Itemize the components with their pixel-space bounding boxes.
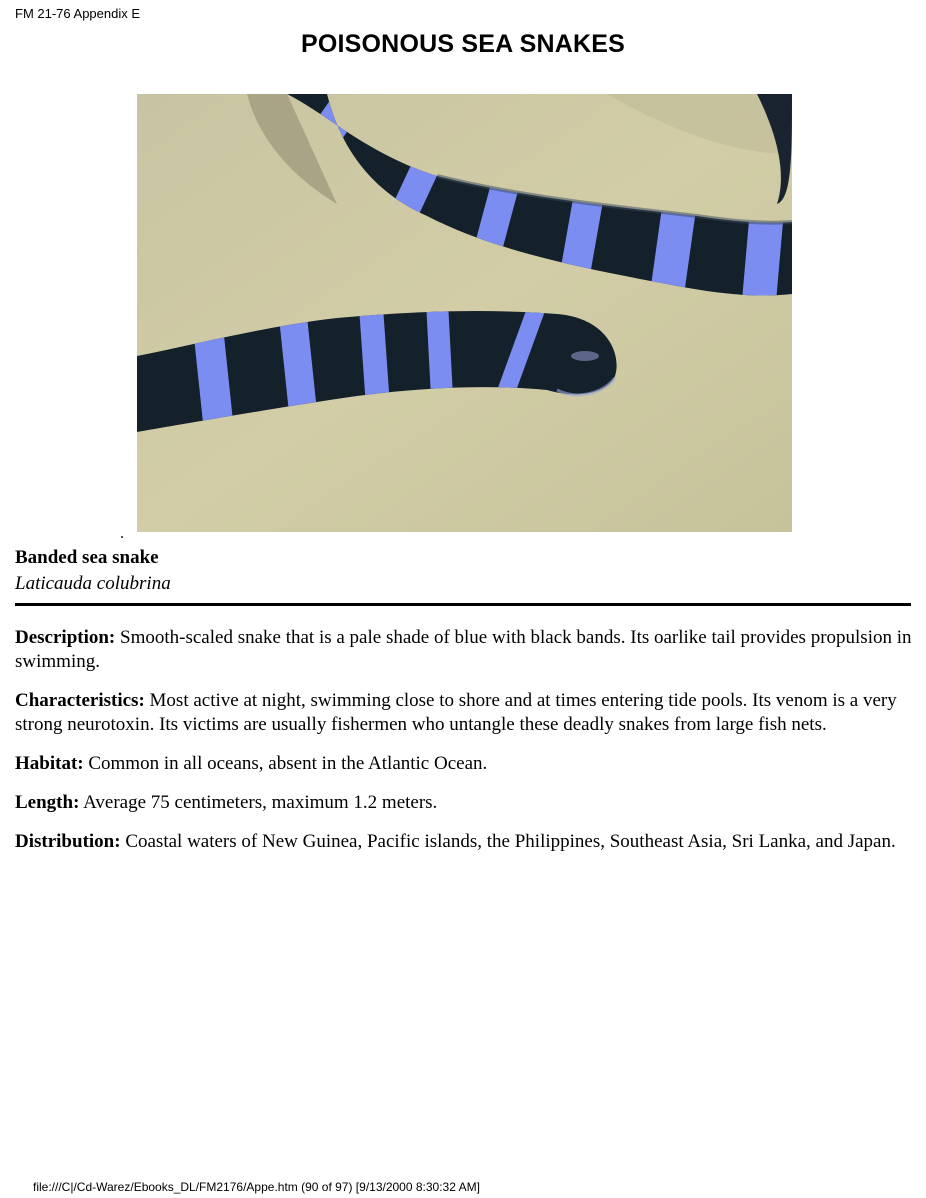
distribution-label: Distribution: <box>15 831 121 852</box>
document-header-tag: FM 21-76 Appendix E <box>15 6 141 21</box>
length-paragraph <box>15 791 915 815</box>
description-text: Smooth-scaled snake that is a pale shade of blue with black bands. Its oarlike tail provides propulsion in swimming. <box>15 627 912 672</box>
species-scientific-name: Laticauda colubrina <box>15 573 171 594</box>
description-label: Description: <box>15 627 116 648</box>
distribution-text: Coastal waters of New Guinea, Pacific islands, the Philippines, Southeast Asia, Sri Lanka, and Japan. <box>120 831 896 852</box>
species-details <box>15 626 915 869</box>
description-paragraph <box>15 626 915 674</box>
page-title: POISONOUS SEA SNAKES <box>301 30 625 58</box>
length-label: Length: <box>15 792 80 813</box>
habitat-label: Habitat: <box>15 753 84 774</box>
footer-file-path: file:///C|/Cd-Warez/Ebooks_DL/FM2176/Appe.htm (90 of 97) [9/13/2000 8:30:32 AM] <box>33 1180 480 1194</box>
length-text: Average 75 centimeters, maximum 1.2 meters. <box>79 792 438 813</box>
characteristics-paragraph <box>15 689 915 737</box>
habitat-paragraph <box>15 752 915 776</box>
species-common-name: Banded sea snake <box>15 547 159 568</box>
habitat-text: Common in all oceans, absent in the Atlantic Ocean. <box>83 753 488 774</box>
divider-rule <box>15 603 911 606</box>
characteristics-text: Most active at night, swimming close to shore and at times entering tide pools. Its venom is a very strong neurotoxin. Its victims are usually fishermen who untangle these deadly snakes from large fish nets. <box>15 690 897 735</box>
distribution-paragraph <box>15 830 915 854</box>
sea-snake-photo <box>137 94 792 532</box>
stray-dot <box>121 536 123 538</box>
characteristics-label: Characteristics: <box>15 690 145 711</box>
